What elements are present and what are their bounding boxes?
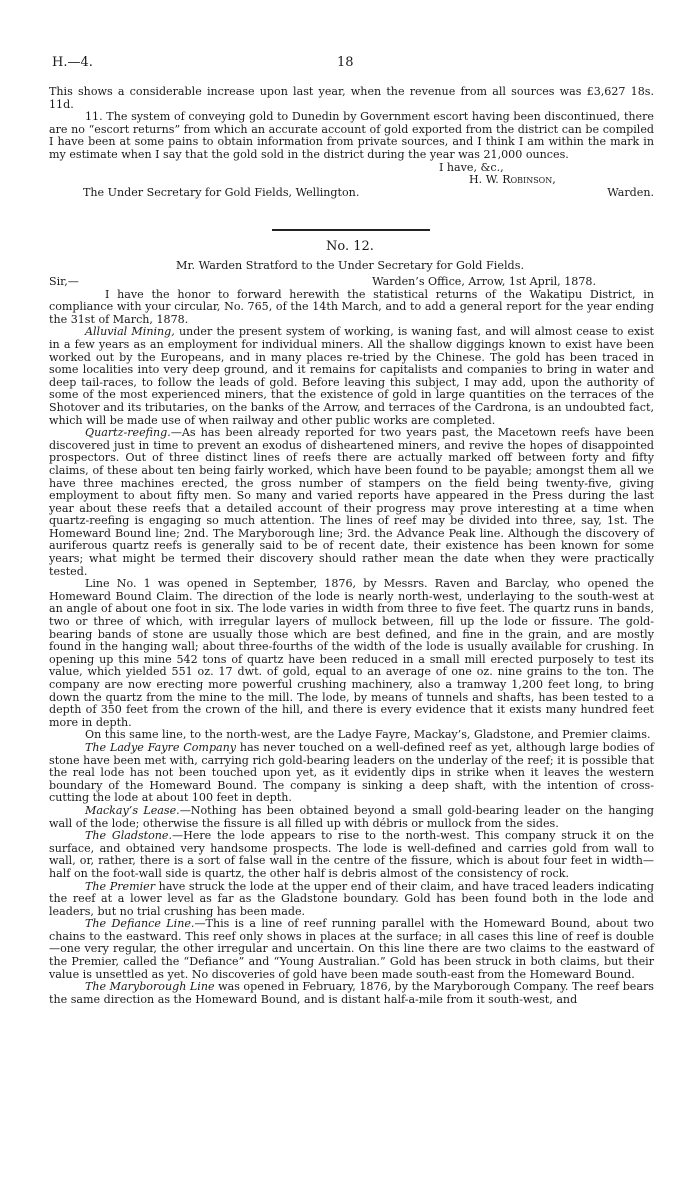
- letter-number: No. 12.: [326, 239, 374, 254]
- office-date: Warden’s Office, Arrow, 1st April, 1878.: [372, 275, 596, 288]
- section-divider: [272, 229, 430, 231]
- addressee: The Under Secretary for Gold Fields, Wellington.: [83, 185, 360, 199]
- paragraph-mackay: Mackay’s Lease.—Nothing has been obtained beyond a small gold-bearing leader on the hanging wall of the lode; otherwise the fissure is all filled up with débris or mullock from the sides.: [49, 803, 654, 830]
- paragraph-escort: 11. The system of conveying gold to Dunedin by Government escort having been discontinued, there are no “escort returns” from which an accurate account of gold exported from the district can be compiled I have been at some pains to obtain information from private sources, and I think I am within the mark in my estimate when I say that the gold sold in the district during the year was 21,000 ounces.: [49, 110, 654, 161]
- previous-letter-end: [49, 86, 654, 199]
- closing: I have, &c.,: [439, 160, 504, 174]
- paragraph-quartz: Quartz-reefing.—As has been already reported for two years past, the Macetown reefs have been discovered just in time to prevent an exodus of disheartened miners, and revive the hopes of disappointed prospectors. Out of three distinct lines of reefs there are actually marked off between forty and fifty claims, of these about ten being fairly worked, which have been found to be payable; amongst them all we have three machines erected, the gross number of stampers on the field being twenty-five, giving employment to about fifty men. So many and varied reports have appeared in the Press during the last year about these reefs that a detailed account of their progress may prove interesting at a time when quartz-reefing is engaging so much attention. The lines of reef may be divided into three, say, 1st. The Homeward Bound line; 2nd. The Maryborough line; 3rd. the Advance Peak line. Although the discovery of auriferous quartz reefs is generally said to be of recent date, their existence has been known for some years; what might be termed their discovery should rather mean the date when they were practically tested.: [49, 426, 654, 578]
- page-number: 18: [337, 55, 354, 70]
- paragraph-line-one: Line No. 1 was opened in September, 1876, by Messrs. Raven and Barclay, who opened the Homeward Bound Claim. The direction of the lode is nearly north-west, underlaying to the south-west at an angle of about one foot in six. The lode varies in width from three to five feet. The quartz runs in bands, two or three of which, with irregular layers of mullock between, fill up the lode or fissure. The gold-bearing bands of stone are usually those which are best defined, and fine in the grain, and are mostly found in the hanging wall; about three-fourths of the width of the lode is usually available for crushing. In opening up this mine 542 tons of quartz have been reduced in a small mill erected purposely to test its value, which yielded 551 oz. 17 dwt. of gold, equal to an average of one oz. nine grains to the ton. The company are now erecting more powerful crushing machinery, also a tramway 1,200 feet long, to bring down the quartz from the mine to the mill. The lode, by means of tunnels and shafts, has been tested to a depth of 350 feet from the crown of the hill, and there is every evidence that it exists many hundred feet more in depth.: [49, 577, 654, 729]
- paragraph-same-line: On this same line, to the north-west, are the Ladye Fayre, Mackay’s, Gladstone, and Premier claims.: [85, 728, 651, 742]
- signer-title: Warden.: [607, 185, 654, 199]
- paragraph-intro: I have the honor to forward herewith the statistical returns of the Wakatipu District, in compliance with your circular, No. 765, of the 14th March, and to add a general report for the year ending the 31st of March, 1878.: [49, 287, 654, 326]
- salutation: Sir,—: [49, 275, 79, 288]
- addressee-line: [49, 187, 654, 200]
- paragraph-premier: The Premier have struck the lode at the upper end of their claim, and have traced leaders indicating the reef at a lower level as far as the Gladstone boundary. Gold has been found both in the lode and leaders, but no trial crushing has been made.: [49, 879, 655, 918]
- signature: H. W. Robinson,: [469, 173, 556, 187]
- letter-heading: Mr. Warden Stratford to the Under Secretary for Gold Fields.: [175, 259, 525, 272]
- paragraph-maryborough: The Maryborough Line was opened in February, 1876, by the Maryborough Company. The reef bears the same direction as the Homeward Bound, and is distant half-a-mile from it south-west, and: [49, 980, 654, 1006]
- paragraph-alluvial: Alluvial Mining, under the present system of working, is waning fast, and will almost cease to exist in a few years as an employment for individual miners. All the shallow diggings known to exist have been worked out by the Europeans, and in many places re-tried by the Chinese. The gold has been traced in some localities into very deep ground, and it remains for capitalists and companies to bring in water and deep tail-races, to follow the leads of gold. Before leaving this subject, I may add, upon the authority of some of the most experienced miners, that the existence of gold in large quantities on the terraces of the Shotover and its tributaries, on the banks of the Arrow, and terraces of the Cardrona, is an undoubted fact, which will be made use of when railway and other public works are completed.: [49, 325, 654, 427]
- salutation-line: [49, 276, 654, 289]
- paragraph-revenue: This shows a considerable increase upon last year, when the revenue from all sources was £3,627 18s. 11d.: [49, 85, 654, 111]
- document-reference: H.—4.: [52, 55, 93, 70]
- paragraph-gladstone: The Gladstone.—Here the lode appears to rise to the north-west. This company struck it on the surface, and obtained very handsome prospects. The lode is well-defined and carries gold from wall to wall, or, rather, there is a sort of false wall in the centre of the fissure, which is about four feet in width—half on the foot-wall side is quartz, the other half is debris almost of the consistency of rock.: [49, 829, 654, 880]
- letter-body: [49, 276, 654, 1006]
- paragraph-defiance: The Defiance Line.—This is a line of reef running parallel with the Homeward Bound, about two chains to the eastward. This reef only shows in places at the surface; in all cases this line of reef is double—one very regular, the other irregular and uncertain. On this line there are two claims to the eastward of the Premier, called the “Defiance” and “Young Australian.” Gold has been struck in both claims, but their value is unsettled as yet. No discoveries of gold have been made south-east from the Homeward Bound.: [49, 917, 654, 981]
- paragraph-ladye-fayre: The Ladye Fayre Company has never touched on a well-defined reef as yet, although large bodies of stone have been met with, carrying rich gold-bearing leaders on the underlay of the reef; it is possible that the real lode has not been touched upon yet, as it evidently dips in strike when it leaves the western boundary of the Homeward Bound. The company is sinking a deep shaft, with the intention of cross-cutting the lode at about 100 feet in depth.: [49, 740, 654, 805]
- page-header: [0, 55, 700, 75]
